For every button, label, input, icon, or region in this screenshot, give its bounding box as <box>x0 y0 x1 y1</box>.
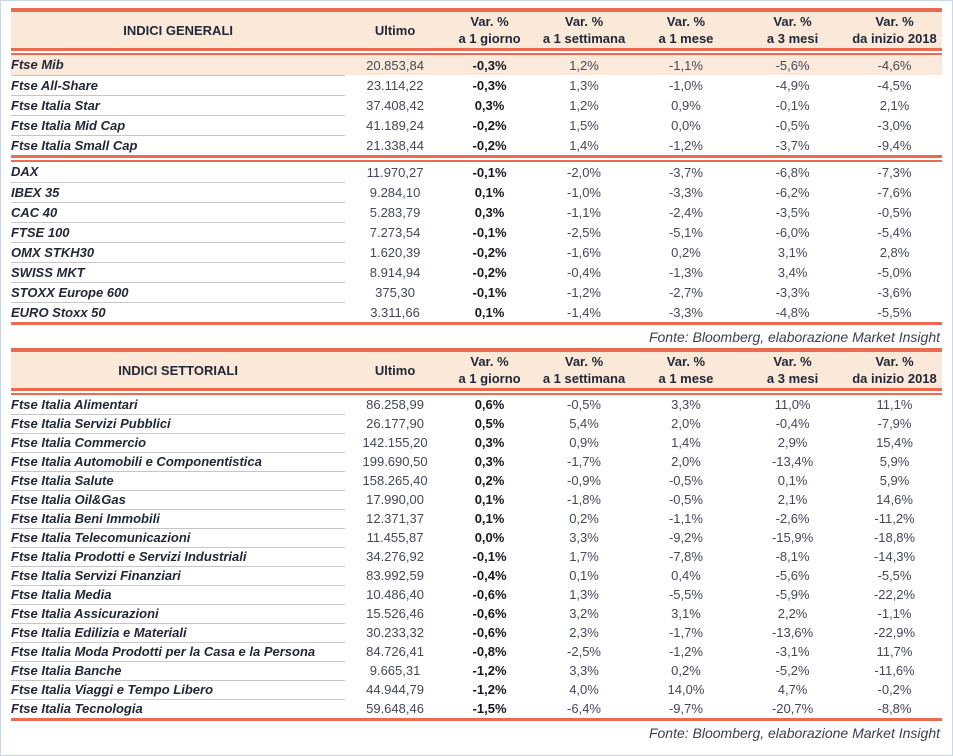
value-cell: -1,3% <box>668 264 703 280</box>
table-row <box>11 75 942 95</box>
value-cell: -7,6% <box>877 184 912 200</box>
table-row <box>11 566 942 585</box>
report-page <box>11 8 942 744</box>
table-row <box>11 282 942 302</box>
value-cell: 1,3% <box>569 587 599 602</box>
value-cell: 0,1% <box>474 304 505 320</box>
value-cell: 1,4% <box>671 435 701 450</box>
value-cell: 1,2% <box>534 55 634 75</box>
col-header-var: Var. % a 3 mesi <box>738 350 847 388</box>
col-header-var: Var. % a 1 mese <box>634 350 738 388</box>
col-header-var: Var. % da inizio 2018 <box>847 350 942 388</box>
table-row <box>11 490 942 509</box>
value-cell: 14,6% <box>876 492 913 507</box>
value-cell: -3,0% <box>877 117 912 133</box>
value-cell: -1,4% <box>567 304 601 320</box>
value-cell: 1,4% <box>569 137 599 153</box>
table-row <box>11 585 942 604</box>
value-cell: -4,8% <box>775 304 810 320</box>
value-cell: -4,9% <box>775 77 810 93</box>
value-cell: -0,5% <box>668 492 703 507</box>
index-label: Ftse Italia Viaggi e Tempo Libero <box>11 680 345 699</box>
value-cell: -0,2% <box>472 137 507 153</box>
value-cell: -5,4% <box>877 224 912 240</box>
value-cell: 23.114,22 <box>366 77 424 93</box>
value-cell: -14,3% <box>873 549 916 564</box>
value-cell: -6,2% <box>775 184 810 200</box>
value-cell: -1,1% <box>668 511 703 526</box>
header-divider <box>11 48 942 55</box>
index-label: STOXX Europe 600 <box>11 282 345 302</box>
value-cell: -0,2% <box>472 244 507 260</box>
value-cell: -1,2% <box>472 682 507 697</box>
section-indici-generali <box>11 8 942 348</box>
col-header-var: Var. % a 1 settimana <box>534 10 634 48</box>
value-cell: 10.486,40 <box>366 587 424 602</box>
value-cell: -9,2% <box>668 530 703 545</box>
value-cell: 0,9% <box>671 97 701 113</box>
index-label: Ftse Italia Prodotti e Servizi Industriali <box>11 547 345 566</box>
value-cell: -18,8% <box>873 530 916 545</box>
value-cell: 0,3% <box>474 204 505 220</box>
value-cell: -0,1% <box>775 97 810 113</box>
index-label: Ftse Italia Banche <box>11 661 345 680</box>
index-label: Ftse Italia Small Cap <box>11 137 138 153</box>
value-cell: 1,5% <box>569 117 599 133</box>
value-cell: -3,5% <box>775 204 810 220</box>
value-cell: -0,3% <box>472 77 507 93</box>
index-label: DAX <box>11 162 345 182</box>
value-cell: -1,5% <box>472 701 507 716</box>
table-row <box>11 699 942 718</box>
section-indici-settoriali <box>11 348 942 744</box>
col-header-var: Var. % a 1 mese <box>634 10 738 48</box>
value-cell: 0,2% <box>671 244 701 260</box>
value-cell: -1,7% <box>668 625 703 640</box>
table-row <box>11 242 942 262</box>
index-label: Ftse Italia Tecnologia <box>11 701 143 717</box>
value-cell: -5,0% <box>877 264 912 280</box>
table-row <box>11 642 942 661</box>
index-label: Ftse All-Share <box>11 75 345 95</box>
value-cell: 0,9% <box>569 435 599 450</box>
value-cell: 7.273,54 <box>369 224 421 240</box>
header-row <box>11 350 942 388</box>
value-cell: -15,9% <box>771 530 814 545</box>
value-cell: 2,2% <box>777 606 808 621</box>
value-cell: 86.258,99 <box>366 397 424 412</box>
value-cell: -5,5% <box>877 568 912 583</box>
col-header-var: Var. % da inizio 2018 <box>847 10 942 48</box>
value-cell: 5,4% <box>569 416 599 431</box>
table-row <box>11 661 942 680</box>
value-cell: -5,5% <box>668 587 703 602</box>
value-cell: -0,1% <box>472 284 507 300</box>
value-cell: 5,9% <box>879 473 910 488</box>
value-cell: -0,2% <box>877 682 912 697</box>
table-row <box>11 547 942 566</box>
value-cell: 0,1% <box>474 511 505 526</box>
value-cell: 15,4% <box>876 435 913 450</box>
value-cell: 3,1% <box>671 606 701 621</box>
header-divider <box>11 388 942 395</box>
value-cell: -5,6% <box>738 55 847 75</box>
value-cell: -2,7% <box>668 284 703 300</box>
value-cell: -6,0% <box>775 224 810 240</box>
value-cell: 158.265,40 <box>362 473 428 488</box>
index-label: Ftse Italia Media <box>11 585 345 604</box>
value-cell: 5,9% <box>879 454 910 469</box>
table-row <box>11 528 942 547</box>
table-row <box>11 302 942 322</box>
index-label: Ftse Italia Servizi Finanziari <box>11 566 345 585</box>
value-cell: 0,4% <box>671 568 701 583</box>
value-cell: -20,7% <box>771 701 814 716</box>
value-cell: -0,6% <box>472 587 507 602</box>
value-cell: 0,5% <box>474 416 505 431</box>
value-cell: -0,1% <box>472 224 507 240</box>
value-cell: -0,6% <box>472 606 507 621</box>
col-header-var: Var. % a 1 giorno <box>445 350 534 388</box>
value-cell: 26.177,90 <box>366 416 424 431</box>
table-title: INDICI GENERALI <box>11 10 345 48</box>
source-note: Fonte: Bloomberg, elaborazione Market Insight <box>648 725 940 741</box>
value-cell: 5.283,79 <box>369 204 421 220</box>
value-cell: -7,3% <box>877 164 912 180</box>
table-row <box>11 452 942 471</box>
value-cell: 1,3% <box>569 77 599 93</box>
value-cell: 0,3% <box>474 454 505 469</box>
value-cell: 3.311,66 <box>370 304 420 320</box>
index-label: Ftse Italia Star <box>11 95 345 115</box>
value-cell: -2,0% <box>567 164 601 180</box>
table-row <box>11 604 942 623</box>
value-cell: 11,1% <box>876 397 913 412</box>
table-row <box>11 135 942 155</box>
value-cell: 199.690,50 <box>362 454 428 469</box>
col-header-ultimo: Ultimo <box>345 350 445 388</box>
value-cell: 14,0% <box>667 682 705 697</box>
value-cell: -3,3% <box>668 304 703 320</box>
value-cell: 0,1% <box>474 492 505 507</box>
value-cell: 9.665,31 <box>369 663 421 678</box>
value-cell: -0,1% <box>472 549 507 564</box>
value-cell: 9.284,10 <box>369 184 421 200</box>
value-cell: -1,1% <box>567 204 601 220</box>
value-cell: 0,0% <box>474 530 505 545</box>
value-cell: 0,1% <box>777 473 808 488</box>
value-cell: -5,5% <box>877 304 912 320</box>
index-label: Ftse Italia Assicurazioni <box>11 604 345 623</box>
value-cell: -0,3% <box>445 55 534 75</box>
value-cell: 2,3% <box>569 625 599 640</box>
value-cell: 1,2% <box>569 97 599 113</box>
value-cell: 11.970,27 <box>366 164 424 180</box>
header-row <box>11 10 942 48</box>
index-label: EURO Stoxx 50 <box>11 304 106 320</box>
value-cell: -9,7% <box>668 701 703 716</box>
value-cell: -7,9% <box>877 416 912 431</box>
value-cell: -8,1% <box>775 549 810 564</box>
value-cell: 84.726,41 <box>366 644 424 659</box>
index-label: Ftse Italia Edilizia e Materiali <box>11 623 345 642</box>
value-cell: 2,1% <box>777 492 808 507</box>
value-cell: 11,0% <box>774 397 811 412</box>
value-cell: -8,8% <box>877 701 912 716</box>
table-row <box>11 182 942 202</box>
value-cell: -3,6% <box>877 284 912 300</box>
value-cell: 4,7% <box>777 682 808 697</box>
table-row <box>11 680 942 699</box>
value-cell: 12.371,37 <box>366 511 424 526</box>
value-cell: 142.155,20 <box>362 435 428 450</box>
value-cell: 11.455,87 <box>366 530 424 545</box>
value-cell: 2,0% <box>671 416 701 431</box>
value-cell: 1,7% <box>569 549 599 564</box>
value-cell: -1,2% <box>668 137 703 153</box>
table-row <box>11 222 942 242</box>
index-label: Ftse Italia Commercio <box>11 433 345 452</box>
value-cell: -2,5% <box>567 644 601 659</box>
value-cell: 0,2% <box>671 663 701 678</box>
index-label: Ftse Italia Oil&Gas <box>11 490 345 509</box>
value-cell: -5,2% <box>775 663 810 678</box>
value-cell: 20.853,84 <box>345 55 445 75</box>
value-cell: -1,2% <box>668 644 703 659</box>
value-cell: 0,1% <box>569 568 599 583</box>
value-cell: -5,6% <box>775 568 810 583</box>
table-row <box>11 262 942 282</box>
table-row <box>11 162 942 182</box>
index-label: Ftse Italia Alimentari <box>11 395 345 414</box>
value-cell: -3,7% <box>668 164 703 180</box>
index-label: CAC 40 <box>11 202 345 222</box>
table-row <box>11 95 942 115</box>
value-cell: -6,4% <box>567 701 601 716</box>
value-cell: 0,6% <box>474 397 505 412</box>
index-label: Ftse Mib <box>11 55 345 75</box>
value-cell: 2,9% <box>777 435 808 450</box>
value-cell: 0,1% <box>474 184 505 200</box>
value-cell: 30.233,32 <box>366 625 424 640</box>
value-cell: -1,8% <box>567 492 601 507</box>
value-cell: -0,2% <box>472 264 507 280</box>
value-cell: -22,2% <box>873 587 916 602</box>
value-cell: -1,1% <box>634 55 738 75</box>
table-row <box>11 414 942 433</box>
value-cell: -4,6% <box>847 55 942 75</box>
value-cell: 375,30 <box>375 284 415 300</box>
value-cell: 37.408,42 <box>366 97 424 113</box>
value-cell: -0,9% <box>567 473 601 488</box>
col-header-var: Var. % a 3 mesi <box>738 10 847 48</box>
value-cell: 3,3% <box>569 530 599 545</box>
table-row <box>11 471 942 490</box>
index-label: Ftse Italia Automobili e Componentistica <box>11 452 345 471</box>
index-label: Ftse Italia Telecomunicazioni <box>11 528 345 547</box>
value-cell: 11,7% <box>876 644 913 659</box>
value-cell: -0,5% <box>775 117 810 133</box>
table-row <box>11 395 942 414</box>
value-cell: -4,5% <box>877 77 912 93</box>
value-cell: 44.944,79 <box>366 682 424 697</box>
value-cell: 3,3% <box>569 663 599 678</box>
value-cell: -1,0% <box>567 184 601 200</box>
col-header-var: Var. % a 1 giorno <box>445 10 534 48</box>
value-cell: -5,1% <box>668 224 703 240</box>
table-row <box>11 55 942 75</box>
value-cell: 1.620,39 <box>369 244 421 260</box>
value-cell: 0,3% <box>474 97 505 113</box>
value-cell: 83.992,59 <box>366 568 424 583</box>
value-cell: -3,3% <box>668 184 703 200</box>
group-divider <box>11 155 942 162</box>
value-cell: 0,2% <box>569 511 599 526</box>
value-cell: -2,5% <box>567 224 601 240</box>
value-cell: -0,4% <box>567 264 601 280</box>
value-cell: -11,6% <box>874 663 915 678</box>
value-cell: -3,7% <box>775 137 810 153</box>
value-cell: -13,6% <box>771 625 814 640</box>
value-cell: 3,3% <box>671 397 701 412</box>
value-cell: 15.526,46 <box>366 606 424 621</box>
value-cell: 34.276,92 <box>366 549 424 564</box>
value-cell: 2,0% <box>671 454 701 469</box>
value-cell: -5,9% <box>775 587 810 602</box>
indici-generali-table <box>11 8 942 325</box>
value-cell: -1,1% <box>877 606 912 621</box>
value-cell: 3,4% <box>777 264 808 280</box>
value-cell: -2,6% <box>775 511 810 526</box>
table-row <box>11 623 942 642</box>
value-cell: 3,1% <box>777 244 808 260</box>
source-note: Fonte: Bloomberg, elaborazione Market Insight <box>648 329 940 345</box>
index-label: OMX STKH30 <box>11 242 345 262</box>
value-cell: -13,4% <box>771 454 814 469</box>
value-cell: 3,2% <box>569 606 599 621</box>
value-cell: 2,1% <box>879 97 910 113</box>
value-cell: -1,6% <box>567 244 601 260</box>
value-cell: -3,1% <box>775 644 810 659</box>
value-cell: -2,4% <box>668 204 703 220</box>
value-cell: -1,2% <box>472 663 507 678</box>
value-cell: -11,2% <box>874 511 915 526</box>
value-cell: -9,4% <box>877 137 912 153</box>
col-header-ultimo: Ultimo <box>345 10 445 48</box>
value-cell: -1,7% <box>567 454 601 469</box>
value-cell: 59.648,46 <box>366 701 424 716</box>
indici-settoriali-table <box>11 348 942 721</box>
value-cell: 0,0% <box>671 117 701 133</box>
value-cell: -0,5% <box>668 473 703 488</box>
value-cell: -0,2% <box>472 117 507 133</box>
table-row <box>11 433 942 452</box>
value-cell: 2,8% <box>879 244 910 260</box>
value-cell: 17.990,00 <box>366 492 424 507</box>
value-cell: 8.914,94 <box>369 264 421 280</box>
value-cell: -0,8% <box>472 644 507 659</box>
index-label: FTSE 100 <box>11 222 345 242</box>
index-label: Ftse Italia Salute <box>11 471 345 490</box>
value-cell: 0,3% <box>474 435 505 450</box>
index-label: IBEX 35 <box>11 182 345 202</box>
value-cell: -3,3% <box>775 284 810 300</box>
index-label: Ftse Italia Servizi Pubblici <box>11 414 345 433</box>
value-cell: -6,8% <box>775 164 810 180</box>
value-cell: -1,0% <box>668 77 703 93</box>
table-row <box>11 509 942 528</box>
value-cell: -0,1% <box>472 164 507 180</box>
value-cell: -0,4% <box>775 416 810 431</box>
value-cell: 21.338,44 <box>366 137 424 153</box>
col-header-var: Var. % a 1 settimana <box>534 350 634 388</box>
index-label: SWISS MKT <box>11 262 345 282</box>
value-cell: -0,5% <box>877 204 912 220</box>
value-cell: -7,8% <box>668 549 703 564</box>
table-row <box>11 115 942 135</box>
index-label: Ftse Italia Mid Cap <box>11 115 345 135</box>
table-title: INDICI SETTORIALI <box>11 350 345 388</box>
value-cell: -0,5% <box>567 397 601 412</box>
table-row <box>11 202 942 222</box>
index-label: Ftse Italia Moda Prodotti per la Casa e la Persona <box>11 642 345 661</box>
value-cell: -1,2% <box>567 284 601 300</box>
value-cell: -0,4% <box>472 568 507 583</box>
value-cell: -0,6% <box>472 625 507 640</box>
value-cell: 4,0% <box>569 682 599 697</box>
value-cell: 0,2% <box>474 473 505 488</box>
index-label: Ftse Italia Beni Immobili <box>11 509 345 528</box>
value-cell: -22,9% <box>873 625 916 640</box>
value-cell: 41.189,24 <box>366 117 424 133</box>
